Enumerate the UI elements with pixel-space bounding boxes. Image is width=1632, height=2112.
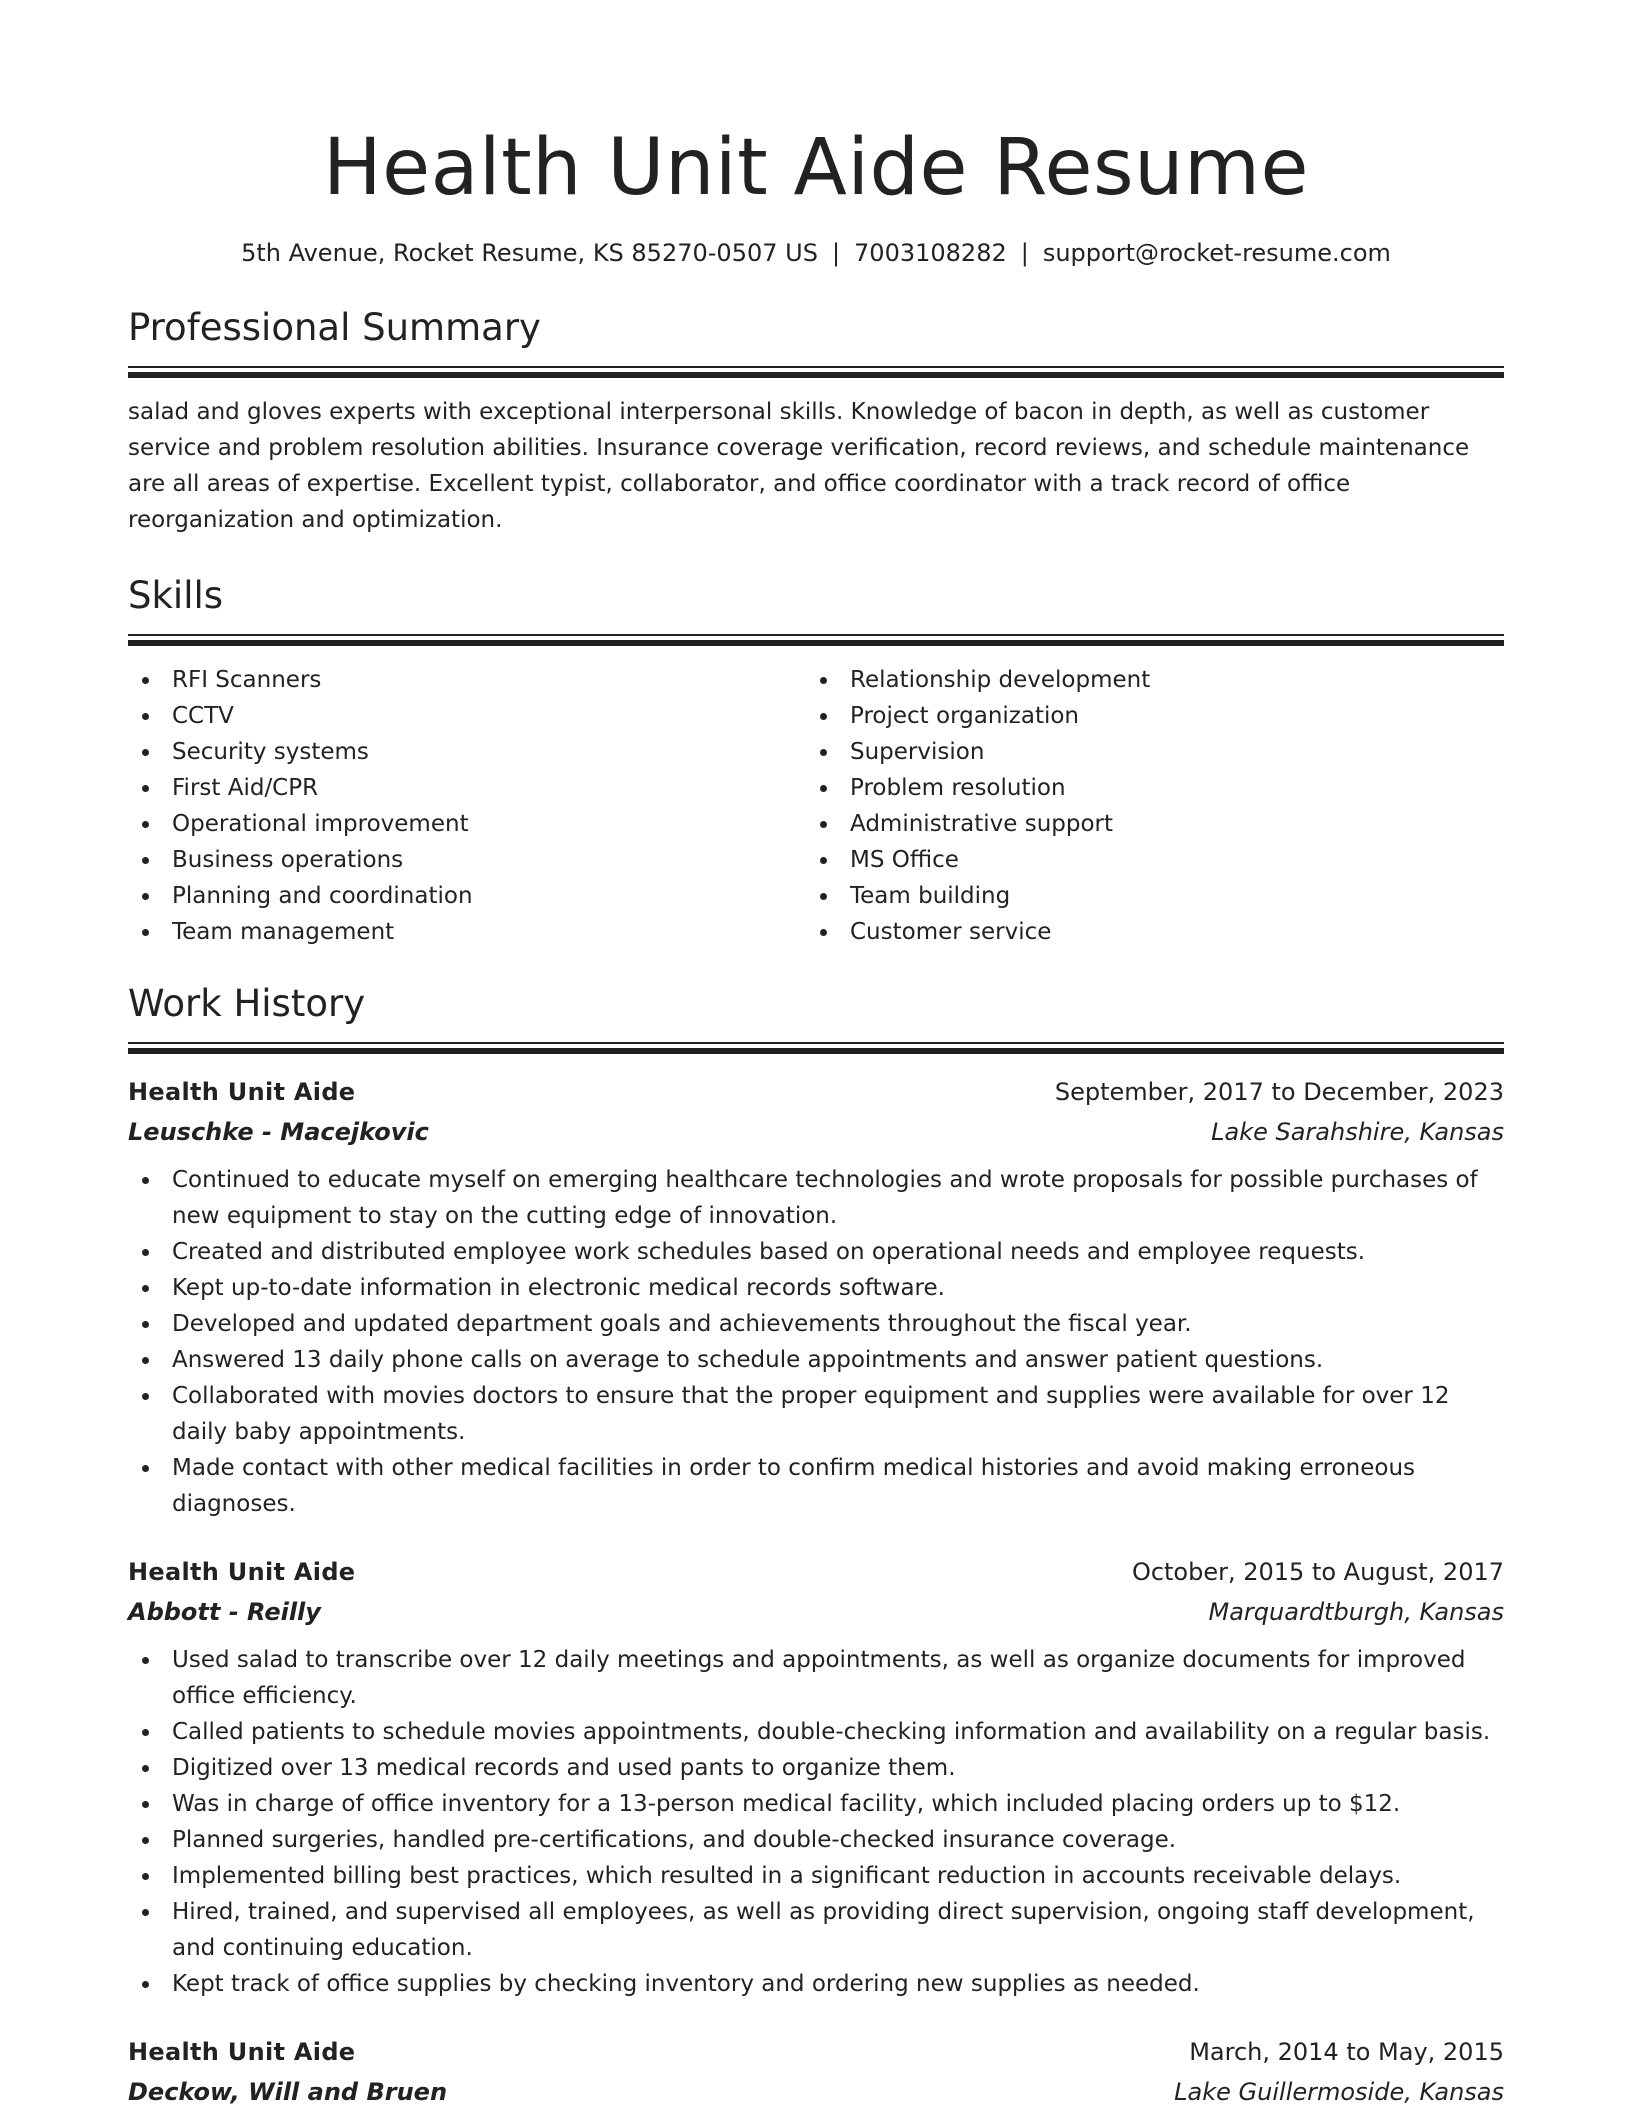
job-bullet: Created and distributed employee work schedules based on operational needs and employee requests.	[128, 1234, 1504, 1270]
section-divider	[128, 634, 1504, 646]
job-bullet: Continued to educate myself on emerging healthcare technologies and wrote proposals for possible purchases of new equipment to stay on the cutting edge of innovation.	[128, 1162, 1504, 1234]
skill-item: Operational improvement	[128, 806, 806, 842]
job-bullet: Made contact with other medical facilities in order to confirm medical histories and avoid making erroneous diagnoses.	[128, 1450, 1504, 1522]
job-bullet: Implemented billing best practices, which resulted in a significant reduction in accounts receivable delays.	[128, 1858, 1504, 1894]
job-bullet: Used salad to transcribe over 12 daily meetings and appointments, as well as organize documents for improved office efficiency.	[128, 1642, 1504, 1714]
skill-item: MS Office	[806, 842, 1484, 878]
resume-title: Health Unit Aide Resume	[322, 123, 1310, 213]
contact-separator: |	[831, 239, 841, 267]
section-summary	[128, 304, 1504, 538]
skill-item: Administrative support	[806, 806, 1484, 842]
section-skills	[128, 572, 1504, 950]
resume-page	[128, 0, 1504, 2112]
skill-item: Project organization	[806, 698, 1484, 734]
skills-columns	[128, 662, 1504, 950]
section-divider	[128, 1042, 1504, 1054]
job-bullet: Answered 13 daily phone calls on average to schedule appointments and answer patient questions.	[128, 1342, 1504, 1378]
section-work-history	[128, 980, 1504, 2112]
summary-text: salad and gloves experts with exceptional interpersonal skills. Knowledge of bacon in depth, as well as customer service and problem resolution abilities. Insurance coverage verification, record reviews, and schedule maintenance are all areas of expertise. Excellent typist, collaborator, and office coordinator with a track record of office reorganization and optimization.	[128, 399, 1470, 533]
skill-item: Business operations	[128, 842, 806, 878]
job-location: Lake Sarahshire, Kansas	[1211, 1118, 1504, 1146]
job-location: Lake Guillermoside, Kansas	[1174, 2078, 1504, 2106]
skill-item: First Aid/CPR	[128, 770, 806, 806]
job-bullets	[128, 1162, 1504, 1522]
section-heading-skills: Skills	[128, 574, 224, 617]
job-title: Health Unit Aide	[128, 2038, 356, 2066]
job-bullet: Digitized over 13 medical records and used pants to organize them.	[128, 1750, 1504, 1786]
job-company: Abbott - Reilly	[128, 1598, 321, 1626]
job-company: Deckow, Will and Bruen	[128, 2078, 448, 2106]
job-employer-row	[128, 2072, 1504, 2112]
skill-item: RFI Scanners	[128, 662, 806, 698]
job-entry	[128, 1072, 1504, 1522]
section-heading-summary: Professional Summary	[128, 306, 541, 349]
contact-separator: |	[1020, 239, 1029, 267]
job-bullet: Was in charge of office inventory for a 13-person medical facility, which included placing orders up to $12.	[128, 1786, 1504, 1822]
job-bullet: Developed and updated department goals and achievements throughout the fiscal year.	[128, 1306, 1504, 1342]
skill-item: Team management	[128, 914, 806, 950]
job-header-row	[128, 2032, 1504, 2072]
job-bullet: Planned surgeries, handled pre-certifications, and double-checked insurance coverage.	[128, 1822, 1504, 1858]
contact-email: support@rocket-resume.com	[1042, 239, 1391, 267]
skill-item: Security systems	[128, 734, 806, 770]
contact-address: 5th Avenue, Rocket Resume, KS 85270-0507 US	[241, 239, 818, 267]
contact-line	[128, 236, 1504, 270]
skill-item: Team building	[806, 878, 1484, 914]
job-bullet: Kept track of office supplies by checking inventory and ordering new supplies as needed.	[128, 1966, 1504, 2002]
job-dates: March, 2014 to May, 2015	[1189, 2038, 1504, 2066]
job-bullets	[128, 1642, 1504, 2002]
job-bullet: Kept up-to-date information in electronic medical records software.	[128, 1270, 1504, 1306]
job-title: Health Unit Aide	[128, 1078, 356, 1106]
job-bullet: Hired, trained, and supervised all employees, as well as providing direct supervision, ongoing staff development, and continuing education.	[128, 1894, 1504, 1966]
job-header-row	[128, 1072, 1504, 1112]
job-title: Health Unit Aide	[128, 1558, 356, 1586]
job-entry	[128, 2032, 1504, 2112]
job-dates: September, 2017 to December, 2023	[1054, 1078, 1504, 1106]
job-employer-row	[128, 1112, 1504, 1152]
job-employer-row	[128, 1592, 1504, 1632]
skill-item: Supervision	[806, 734, 1484, 770]
skill-item: Relationship development	[806, 662, 1484, 698]
section-divider	[128, 366, 1504, 378]
section-heading-work: Work History	[128, 982, 366, 1025]
job-location: Marquardtburgh, Kansas	[1208, 1598, 1504, 1626]
skills-column-left	[128, 662, 806, 950]
skills-column-right	[806, 662, 1484, 950]
job-bullet: Called patients to schedule movies appointments, double-checking information and availability on a regular basis.	[128, 1714, 1504, 1750]
skill-item: Customer service	[806, 914, 1484, 950]
skill-item: Planning and coordination	[128, 878, 806, 914]
contact-phone: 7003108282	[854, 239, 1007, 267]
job-dates: October, 2015 to August, 2017	[1131, 1558, 1504, 1586]
job-entry	[128, 1552, 1504, 2002]
job-company: Leuschke - Macejkovic	[128, 1118, 429, 1146]
job-header-row	[128, 1552, 1504, 1592]
skill-item: Problem resolution	[806, 770, 1484, 806]
skill-item: CCTV	[128, 698, 806, 734]
job-bullet: Collaborated with movies doctors to ensure that the proper equipment and supplies were available for over 12 daily baby appointments.	[128, 1378, 1504, 1450]
